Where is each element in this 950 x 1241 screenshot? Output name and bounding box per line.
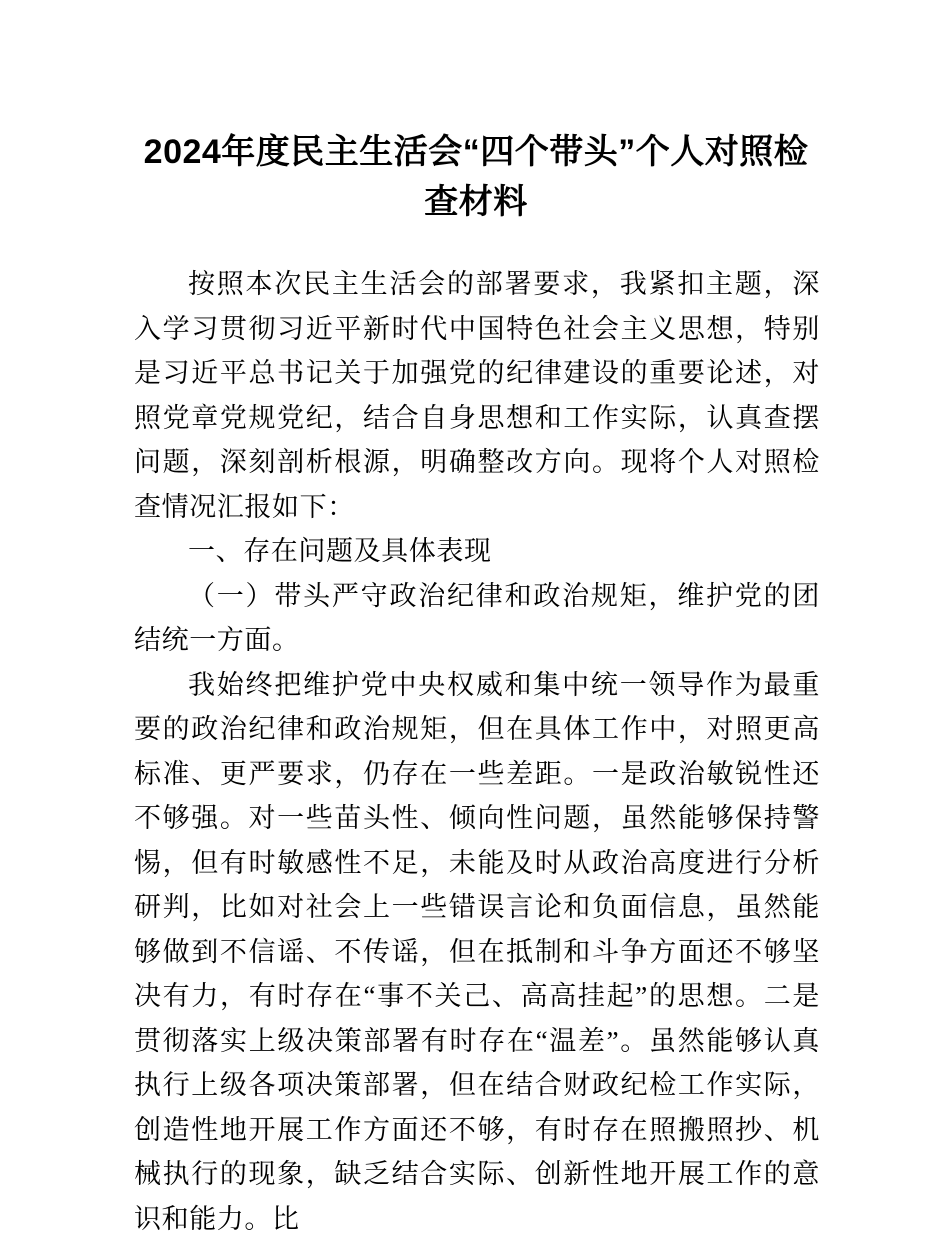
subsection-heading-one: （一）带头严守政治纪律和政治规矩，维护党的团结统一方面。	[134, 574, 820, 663]
document-body	[134, 262, 820, 1241]
page-title: 2024年度民主生活会“四个带头”个人对照检查材料	[134, 127, 818, 227]
body-paragraph-one: 我始终把维护党中央权威和集中统一领导作为最重要的政治纪律和政治规矩，但在具体工作中，对照更高标准、更严要求，仍存在一些差距。一是政治敏锐性还不够强。对一些苗头性、倾向性问题，虽然能够保持警惕，但有时敏感性不足，未能及时从政治高度进行分析研判，比如对社会上一些错误言论和负面信息，虽然能够做到不信谣、不传谣，但在抵制和斗争方面还不够坚决有力，有时存在“事不关己、高高挂起”的思想。二是贯彻落实上级决策部署有时存在“温差”。虽然能够认真执行上级各项决策部署，但在结合财政纪检工作实际，创造性地开展工作方面还不够，有时存在照搬照抄、机械执行的现象，缺乏结合实际、创新性地开展工作的意识和能力。比	[134, 663, 820, 1241]
section-heading-one: 一、存在问题及具体表现	[134, 529, 820, 574]
opening-paragraph: 按照本次民主生活会的部署要求，我紧扣主题，深入学习贯彻习近平新时代中国特色社会主义思想，特别是习近平总书记关于加强党的纪律建设的重要论述，对照党章党规党纪，结合自身思想和工作实际，认真查摆问题，深刻剖析根源，明确整改方向。现将个人对照检查情况汇报如下：	[134, 262, 820, 529]
